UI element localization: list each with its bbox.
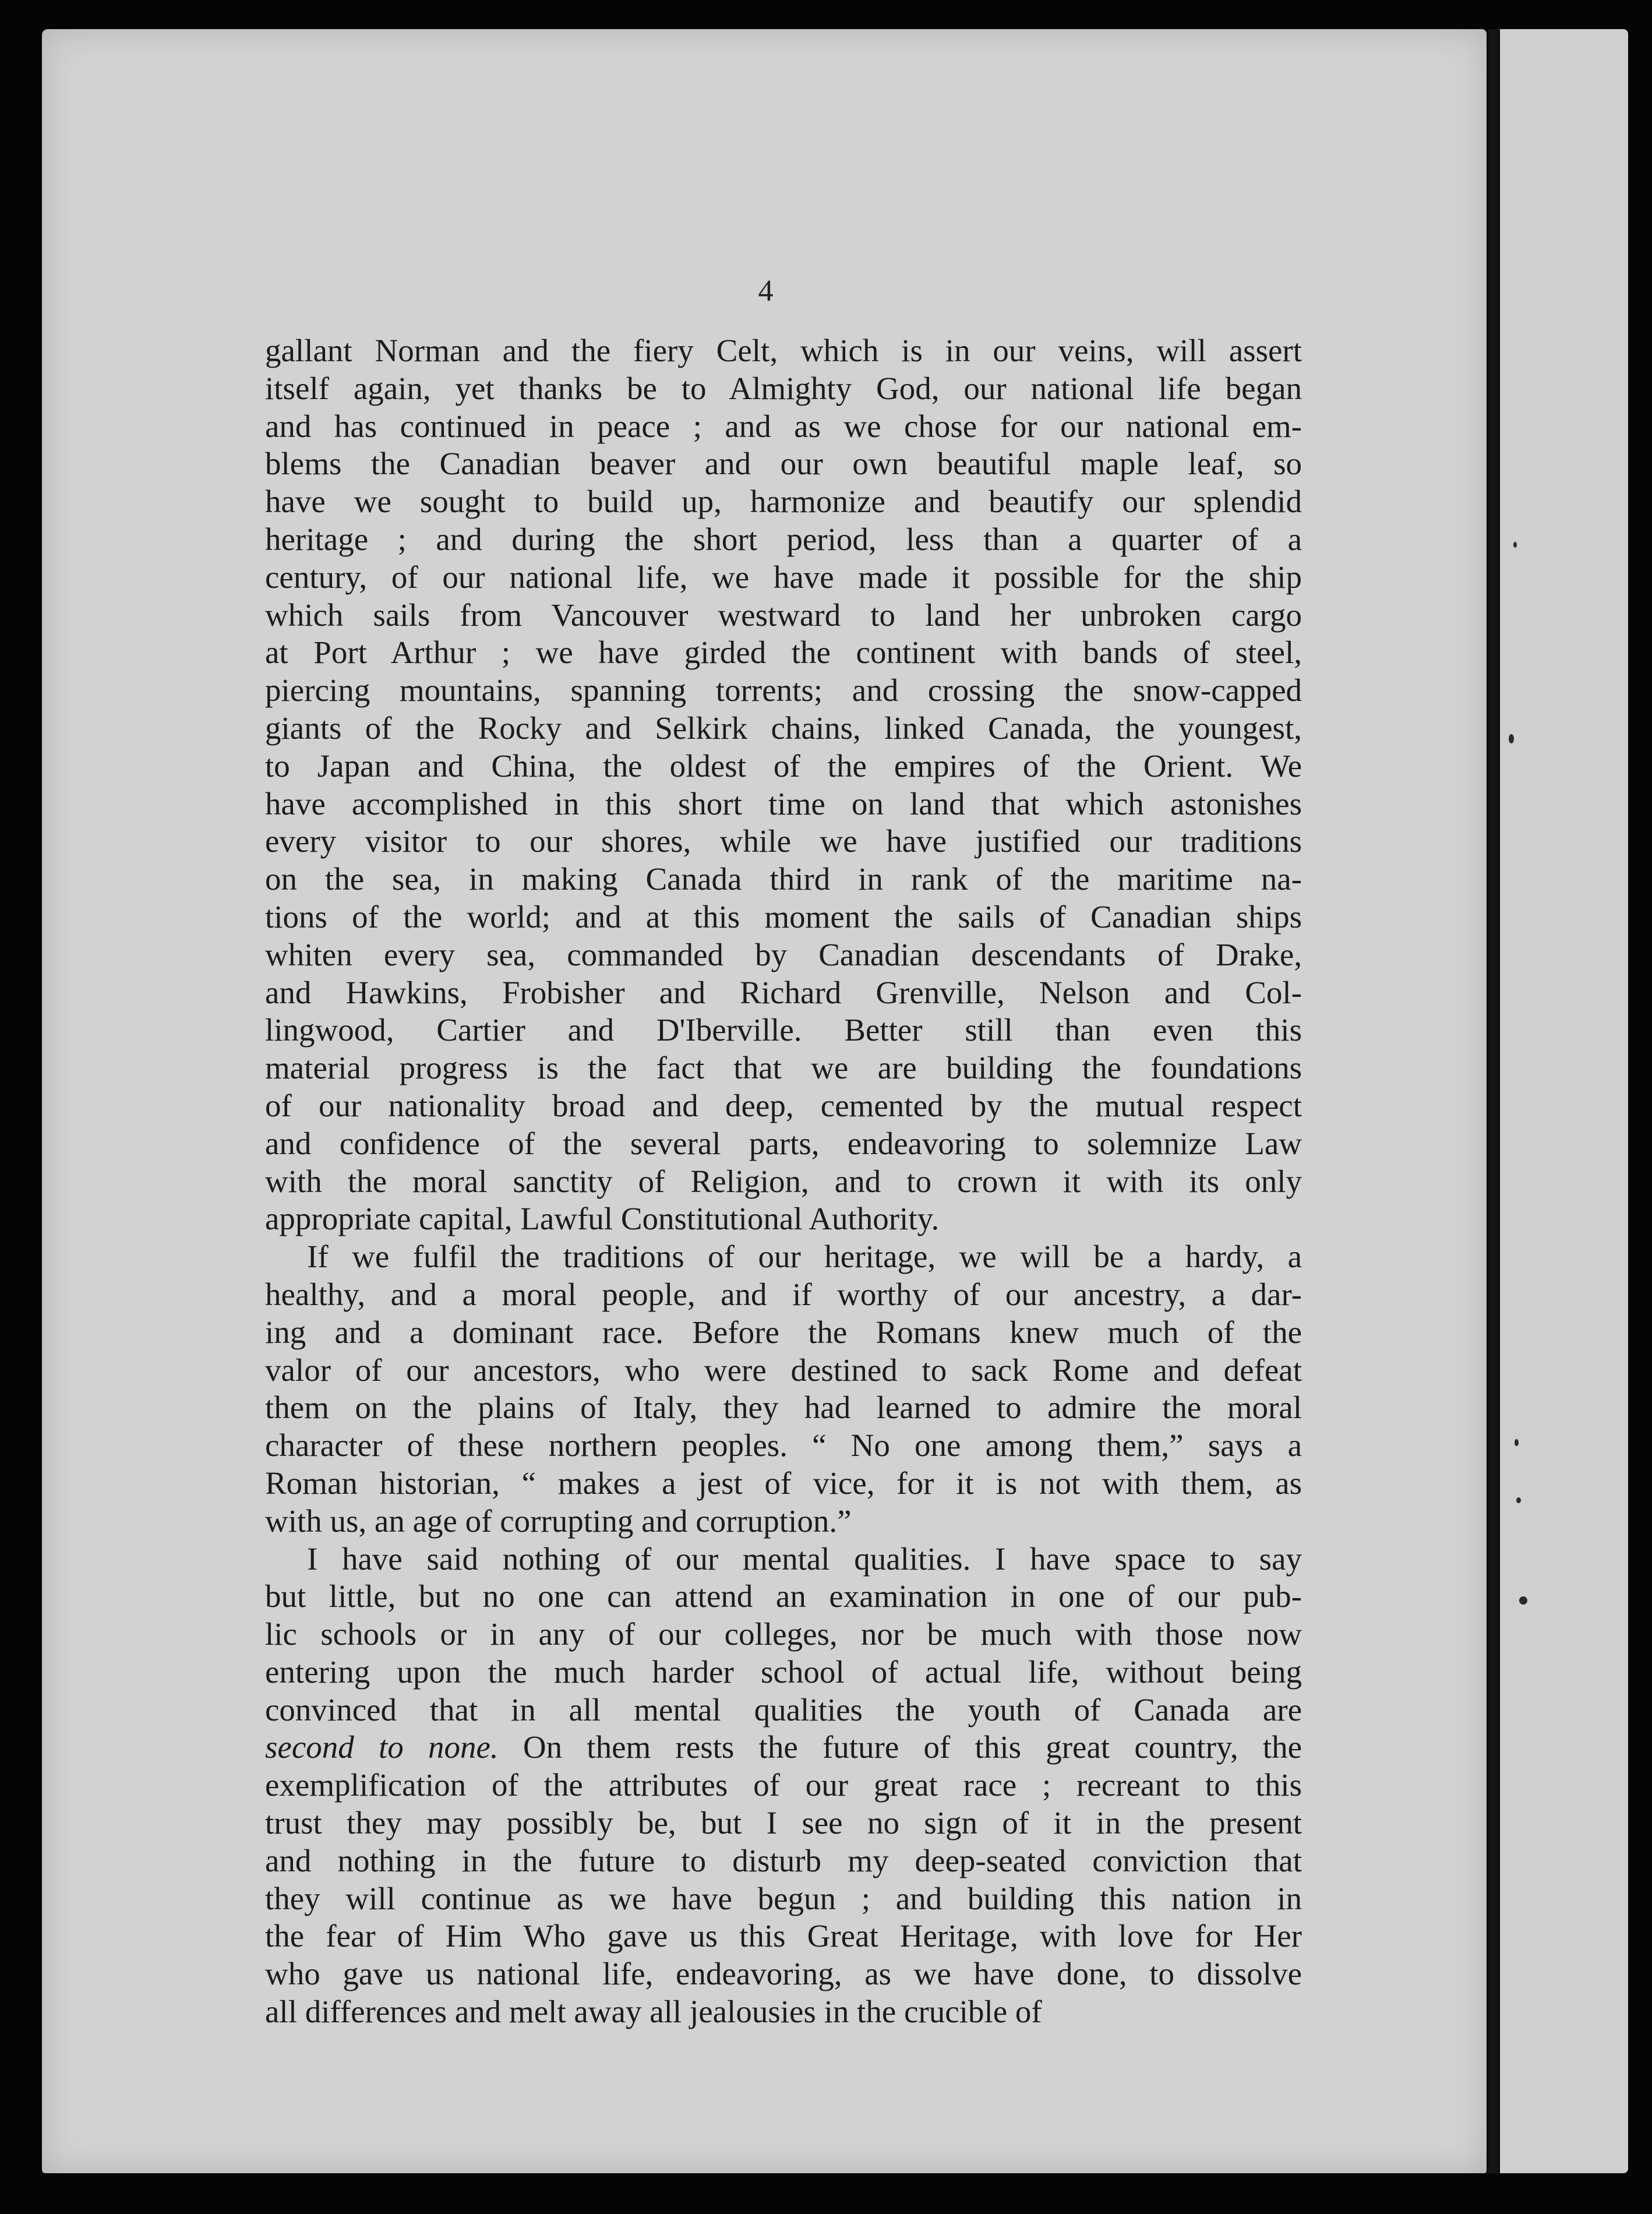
text-line: material progress is the fact that we are building the foundations bbox=[265, 1050, 1302, 1086]
text-line: ing and a dominant race. Before the Romans knew much of the bbox=[265, 1314, 1302, 1350]
text-line: and Hawkins, Frobisher and Richard Grenville, Nelson and Col- bbox=[265, 974, 1302, 1010]
text-line: Roman historian, “ makes a jest of vice, for it is not with them, as bbox=[265, 1465, 1302, 1501]
ink-speck bbox=[1515, 1439, 1519, 1446]
text-line: gallant Norman and the fiery Celt, which is in our veins, will assert bbox=[265, 333, 1302, 368]
paragraph bbox=[265, 1540, 1302, 2031]
text-line: the fear of Him Who gave us this Great Heritage, with love for Her bbox=[265, 1918, 1302, 1954]
text-line: have accomplished in this short time on land that which astonishes bbox=[265, 785, 1302, 822]
text-line: who gave us national life, endeavoring, as we have done, to dissolve bbox=[265, 1956, 1302, 1992]
text-line: I have said nothing of our mental qualities. I have space to say bbox=[307, 1540, 1302, 1577]
text-line: and nothing in the future to disturb my deep-seated conviction that bbox=[265, 1842, 1302, 1878]
text-line: If we fulfil the traditions of our heritage, we will be a hardy, a bbox=[307, 1239, 1302, 1275]
text-line: piercing mountains, spanning torrents; and crossing the snow-capped bbox=[265, 672, 1302, 708]
text-line: convinced that in all mental qualities the youth of Canada are bbox=[265, 1691, 1302, 1728]
text-line: second to none. On them rests the future of this great country, the bbox=[265, 1729, 1302, 1765]
text-line: tions of the world; and at this moment the sails of Canadian ships bbox=[265, 898, 1302, 935]
text-line: have we sought to build up, harmonize and beautify our splendid bbox=[265, 484, 1302, 520]
ink-speck bbox=[1509, 734, 1514, 743]
text-line: them on the plains of Italy, they had learned to admire the moral bbox=[265, 1390, 1302, 1426]
ink-speck bbox=[1513, 542, 1517, 548]
text-line: century, of our national life, we have made it possible for the ship bbox=[265, 559, 1302, 595]
text-line: heritage ; and during the short period, less than a quarter of a bbox=[265, 521, 1302, 557]
text-line: healthy, and a moral people, and if worthy of our ancestry, a dar- bbox=[265, 1276, 1302, 1312]
text-line: to Japan and China, the oldest of the empires of the Orient. We bbox=[265, 748, 1302, 784]
text-line: every visitor to our shores, while we have justified our traditions bbox=[265, 823, 1302, 859]
text-line: character of these northern peoples. “ No one among them,” says a bbox=[265, 1427, 1302, 1464]
text-line: valor of our ancestors, who were destined to sack Rome and defeat bbox=[265, 1352, 1302, 1388]
text-line: blems the Canadian beaver and our own beautiful maple leaf, so bbox=[265, 446, 1302, 482]
paragraph bbox=[265, 1238, 1302, 1540]
ink-speck bbox=[1519, 1596, 1527, 1605]
text-line: itself again, yet thanks be to Almighty God, our national life began bbox=[265, 370, 1302, 406]
text-line: all differences and melt away all jealousies in the crucible of bbox=[265, 1994, 1042, 2030]
adjacent-page-edge bbox=[1500, 29, 1628, 2173]
page-gutter bbox=[1488, 29, 1499, 2173]
text-line: trust they may possibly be, but I see no sign of it in the present bbox=[265, 1805, 1302, 1841]
paragraph bbox=[265, 332, 1302, 1238]
text-line: of our nationality broad and deep, cemented by the mutual respect bbox=[265, 1087, 1302, 1123]
text-line: which sails from Vancouver westward to land her unbroken cargo bbox=[265, 597, 1302, 633]
text-line: exemplification of the attributes of our great race ; recreant to this bbox=[265, 1767, 1302, 1803]
text-line: entering upon the much harder school of actual life, without being bbox=[265, 1654, 1302, 1690]
text-line: appropriate capital, Lawful Constitutional Authority. bbox=[265, 1201, 940, 1237]
body-text bbox=[265, 332, 1302, 2031]
text-line: they will continue as we have begun ; and building this nation in bbox=[265, 1880, 1302, 1916]
text-line: and confidence of the several parts, endeavoring to solemnize Law bbox=[265, 1125, 1302, 1161]
text-line: whiten every sea, commanded by Canadian descendants of Drake, bbox=[265, 936, 1302, 972]
text-line: but little, but no one can attend an examination in one of our pub- bbox=[265, 1578, 1302, 1614]
page-number: 4 bbox=[758, 274, 774, 308]
text-line: and has continued in peace ; and as we chose for our national em- bbox=[265, 408, 1302, 444]
text-line: lic schools or in any of our colleges, nor be much with those now bbox=[265, 1616, 1302, 1652]
ink-speck bbox=[1516, 1497, 1521, 1503]
text-line: with us, an age of corrupting and corruption.” bbox=[265, 1503, 852, 1539]
text-line: giants of the Rocky and Selkirk chains, linked Canada, the youngest, bbox=[265, 710, 1302, 746]
text-line: with the moral sanctity of Religion, and to crown it with its only bbox=[265, 1163, 1302, 1199]
text-line: at Port Arthur ; we have girded the continent with bands of steel, bbox=[265, 634, 1302, 671]
emphasis-text: second to none. bbox=[265, 1729, 499, 1765]
text-line: lingwood, Cartier and D'Iberville. Better still than even this bbox=[265, 1012, 1302, 1048]
text-line: on the sea, in making Canada third in rank of the maritime na- bbox=[265, 861, 1302, 897]
